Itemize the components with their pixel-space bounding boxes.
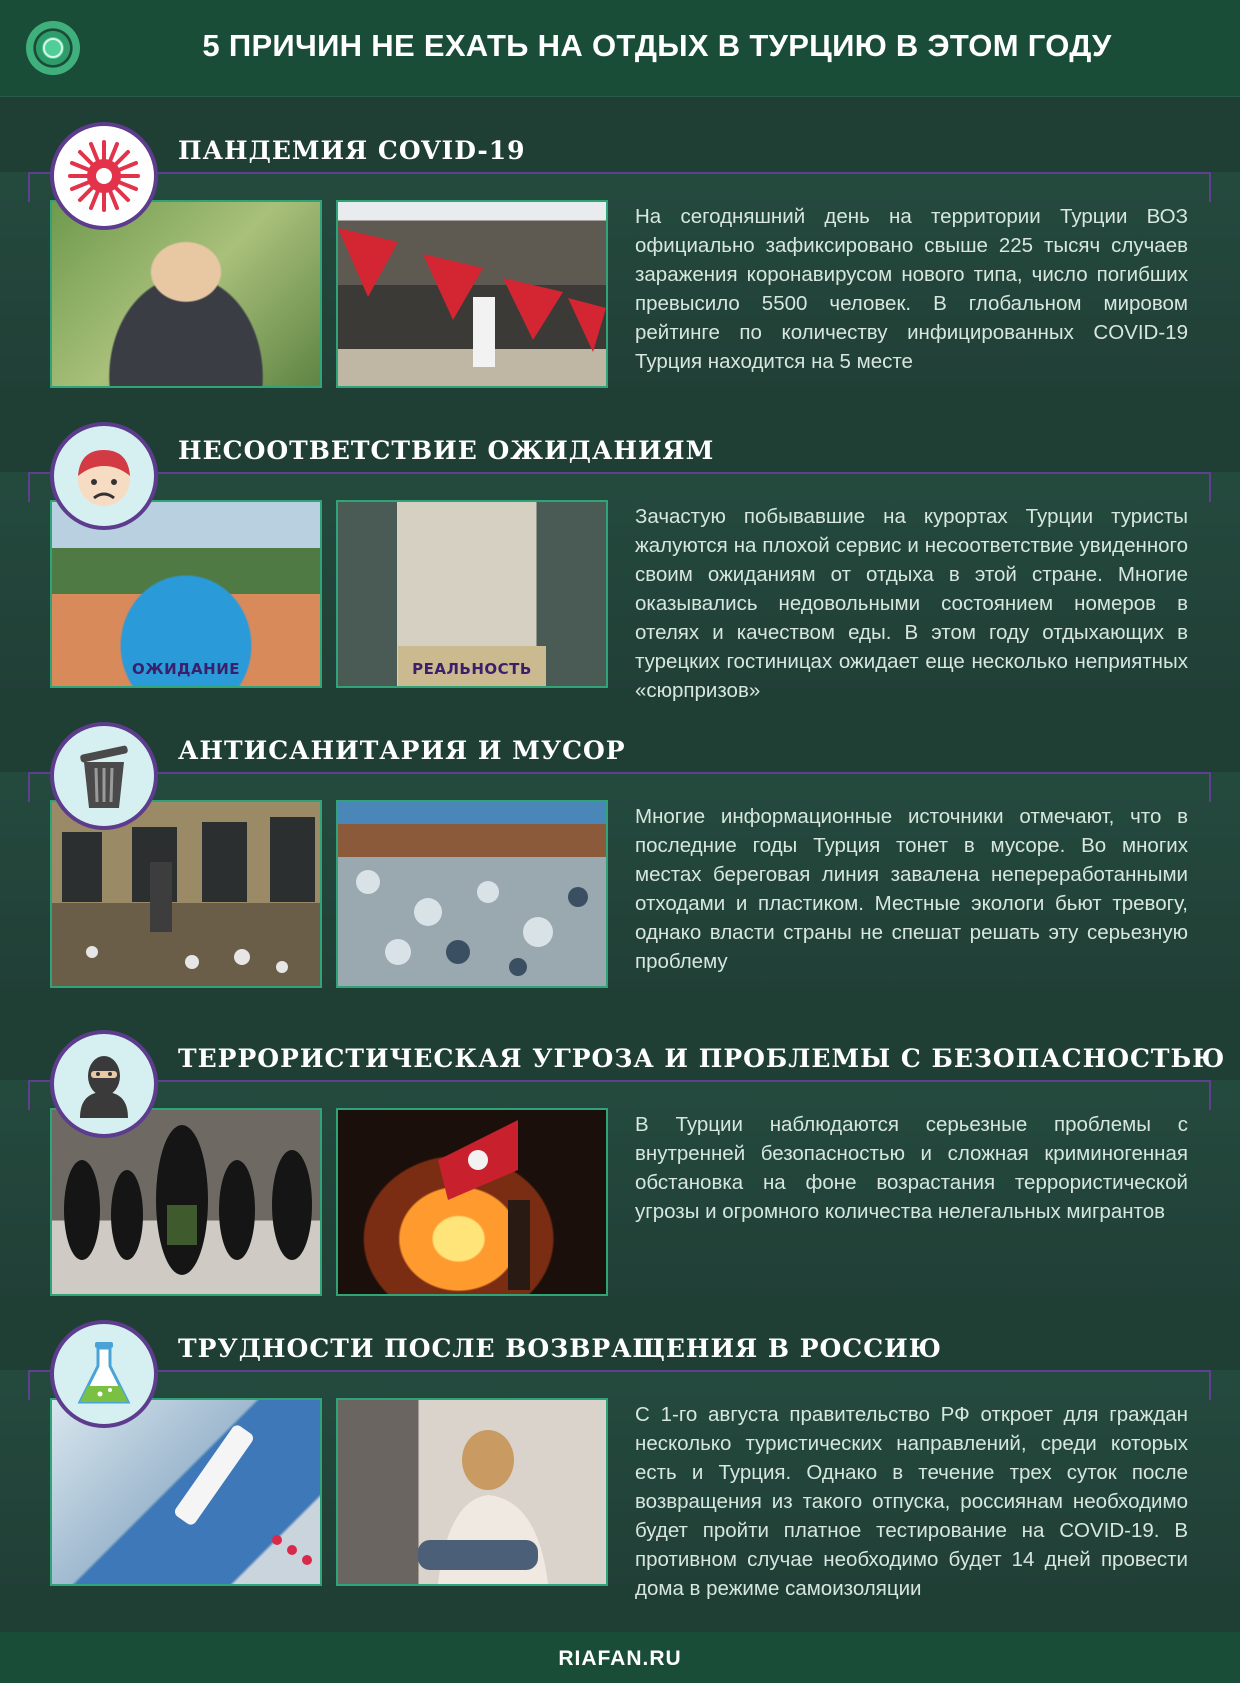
- section-title: ТЕРРОРИСТИЧЕСКАЯ УГРОЗА И ПРОБЛЕМЫ С БЕЗОПАСНОСТЬЮ: [178, 1044, 1226, 1073]
- section-title: ПАНДЕМИЯ COVID-19: [178, 136, 526, 165]
- section-title: НЕСООТВЕТСТВИЕ ОЖИДАНИЯМ: [178, 436, 715, 465]
- section-text: Зачастую побывавшие на курортах Турции туристы жалуются на плохой сервис и несоответствие увиденного своим ожиданиям от отдыха в этой стране. Многие оказывались недовольными состоянием номеров в отелях и качеством еды. В этом году отдыхающих в турецких гостиницах ожидает еще несколько неприятных «сюрпризов»: [635, 505, 1188, 702]
- section-title: ТРУДНОСТИ ПОСЛЕ ВОЗВРАЩЕНИЯ В РОССИЮ: [178, 1334, 942, 1363]
- section-text: На сегодняшний день на территории Турции ВОЗ официально зафиксировано свыше 225 тысяч случаев заражения коронавирусом нового типа, число погибших превысило 5500 человек. В глобальном мировом рейтинге по количеству инфицированных COVID-19 Турция находится на 5 месте: [635, 205, 1188, 373]
- photo-riot-fire: [336, 1108, 608, 1296]
- photo-coastal-trash: [336, 800, 608, 988]
- header-bar: [0, 0, 1240, 97]
- footer-bar: [0, 1632, 1240, 1683]
- masked-person-icon: [50, 1030, 158, 1138]
- section-title: АНТИСАНИТАРИЯ И МУСОР: [178, 736, 626, 765]
- page-title: 5 ПРИЧИН НЕ ЕХАТЬ НА ОТДЫХ В ТУРЦИЮ В ЭТОМ ГОДУ: [202, 28, 1112, 63]
- photo-reality-wall: РЕАЛЬНОСТЬ: [336, 500, 608, 688]
- globe-logo-icon[interactable]: [26, 21, 80, 75]
- photo-disinfection-street: [336, 200, 608, 388]
- section-text: Многие информационные источники отмечают, что в последние годы Турция тонет в мусоре. Во многих местах береговая линия завалена непереработанными отходами и пластиком. Местные экологи бьют тревогу, однако власти страны не спешат решать эту серьезную проблему: [635, 805, 1188, 973]
- lab-flask-icon: [50, 1320, 158, 1428]
- photo-sad-woman-home: [336, 1398, 608, 1586]
- site-link[interactable]: RIAFAN.RU: [558, 1647, 682, 1670]
- trash-can-icon: [50, 722, 158, 830]
- section-text: С 1-го августа правительство РФ откроет для граждан несколько туристических направлений, среди которых есть и Турция. Однако в течение трех суток после возвращения из такого отпуска, россиянам необходимо будет пройти платное тестирование на COVID-19. В противном случае необходимо будет 14 дней провести дома в режиме самоизоляции: [635, 1403, 1188, 1600]
- virus-icon: [50, 122, 158, 230]
- photo-expectation-pool: ОЖИДАНИЕ: [50, 500, 322, 688]
- section-text: В Турции наблюдаются серьезные проблемы с внутренней безопасностью и сложная криминогенная обстановка на фоне возрастания террористической угрозы и огромного количества нелегальных мигрантов: [635, 1113, 1188, 1223]
- sad-face-icon: [50, 422, 158, 530]
